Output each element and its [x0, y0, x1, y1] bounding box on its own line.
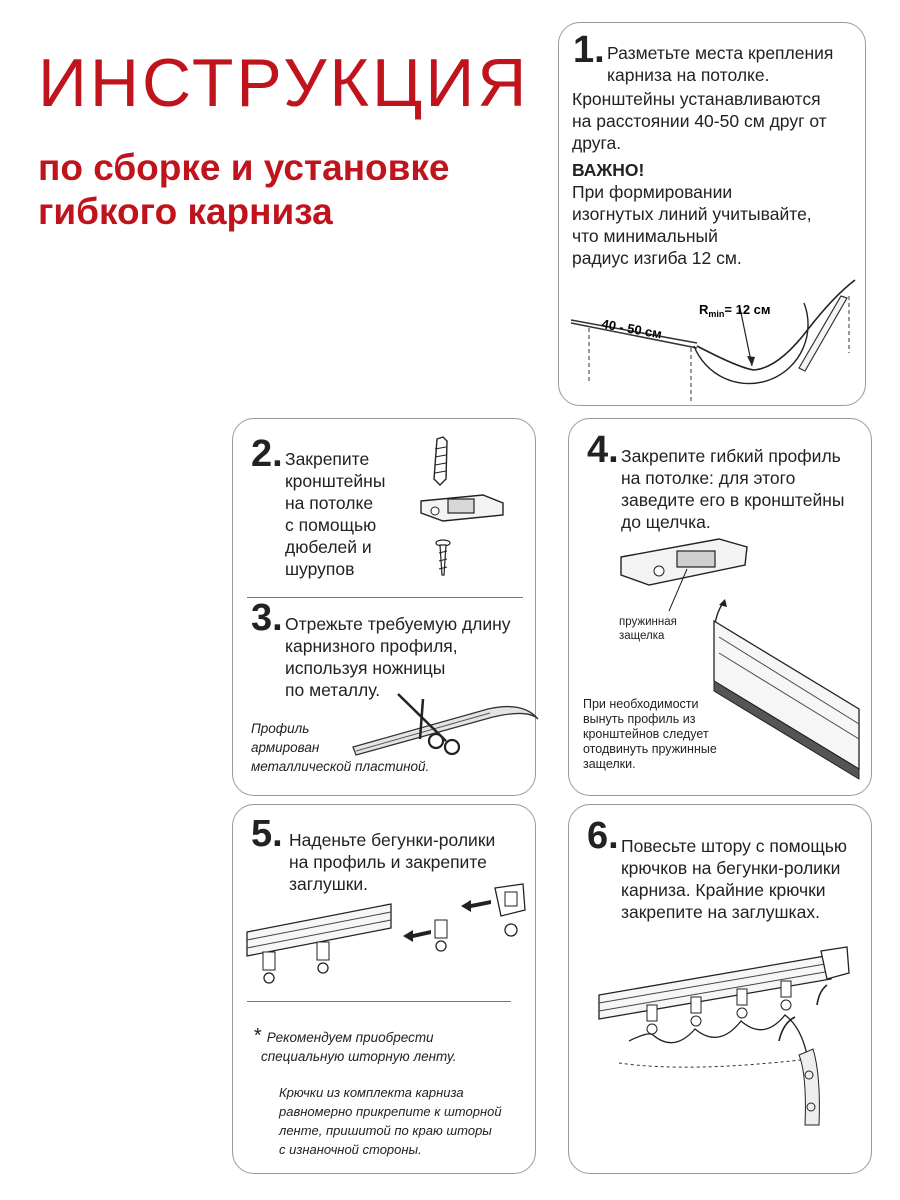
step-4-number: 4.: [587, 429, 619, 471]
subtitle-line-1: по сборке и установке: [38, 147, 450, 188]
step-3-line-2: карнизного профиля,: [285, 636, 458, 656]
step-5-number: 5.: [251, 813, 283, 855]
step-4-line-2: на потолке: для этого: [621, 468, 796, 488]
step-6-line-4: закрепите на заглушках.: [621, 902, 820, 922]
step-3-number: 3.: [251, 597, 283, 639]
step-2-text: [285, 448, 385, 580]
step-1-paragraph: [572, 88, 827, 154]
curtain-tape-recommendation: [253, 1027, 457, 1066]
step-3-text: [285, 613, 511, 701]
step-3-note-line-3: металлической пластиной.: [251, 759, 430, 774]
step-1-paragraph-line-1: Кронштейны устанавливаются: [572, 89, 821, 109]
radius-label: $R_{min}= 12$ см: [699, 302, 771, 319]
step-4-note-line-2: вынуть профиль из: [583, 712, 696, 726]
runner-hook-icon: [317, 942, 329, 973]
dimension-label: 40 - 50 см: [600, 316, 664, 342]
step-1-panel: [558, 22, 866, 406]
runner-hook-icon: [737, 989, 747, 1018]
page-subtitle: [38, 146, 450, 234]
step-4-line-3: заведите его в кронштейны: [621, 490, 845, 510]
step-4-note-line-4: отодвинуть пружинные: [583, 742, 717, 756]
step-4-line-4: до щелчка.: [621, 512, 711, 532]
step-1-heading: [607, 42, 833, 86]
step-2-line-5: дюбелей и: [285, 537, 372, 557]
step-6-text: [621, 835, 847, 923]
runner-hook-icon: [781, 981, 791, 1010]
latch-line-1: пружинная: [619, 616, 677, 628]
page-title: ИНСТРУКЦИЯ: [38, 45, 530, 121]
spring-latch-label: [619, 615, 677, 643]
step-1-paragraph-line-2: на расстоянии 40-50 см друг от: [572, 111, 827, 131]
hooks-line-3: ленте, пришитой по краю шторы: [279, 1123, 492, 1138]
step-6-panel: [568, 804, 872, 1174]
step-1-number: 1.: [573, 29, 605, 71]
step-2-line-1: Закрепите: [285, 449, 370, 469]
step-2-line-2: кронштейны: [285, 471, 386, 491]
step-2-line-4: с помощью: [285, 515, 377, 535]
step-4-note-line-1: При необходимости: [583, 697, 699, 711]
step-5-line-3: заглушки.: [289, 874, 369, 894]
bracket-dowel-screw-illustration: [413, 429, 523, 579]
step-1-heading-line-1: Разметьте места крепления: [607, 43, 834, 63]
step-3-line-1: Отрежьте требуемую длину: [285, 614, 511, 634]
recommendation-line-2: специальную шторную ленту.: [261, 1049, 457, 1064]
runners-endcap-illustration: [233, 880, 533, 1000]
step-1-note-line-2: изогнутых линий учитывайте,: [572, 204, 812, 224]
step-4-note-line-3: кронштейнов следует: [583, 727, 709, 741]
step-1-note-line-3: что минимальный: [572, 226, 718, 246]
step-4-note: [583, 697, 717, 772]
endcap-icon: [495, 884, 525, 936]
step-1-heading-line-2: карниза на потолке.: [607, 65, 770, 85]
step-5-line-2: на профиль и закрепите: [289, 852, 487, 872]
hooks-line-1: Крючки из комплекта карниза: [279, 1085, 464, 1100]
step-3-note-line-1: Профиль: [251, 721, 310, 736]
runner-hook-icon: [691, 997, 701, 1026]
step-4-note-line-5: защелки.: [583, 757, 636, 771]
runner-hook-icon: [435, 920, 447, 951]
step-4-panel: [568, 418, 872, 796]
step-6-line-3: карниза. Крайние крючки: [621, 880, 826, 900]
step-1-note-line-1: При формировании: [572, 182, 733, 202]
asterisk-mark: *: [253, 1025, 261, 1047]
step-5-divider: [247, 1001, 511, 1002]
latch-line-2: защелка: [619, 630, 665, 642]
step-4-line-1: Закрепите гибкий профиль: [621, 446, 841, 466]
hooks-instruction: [279, 1083, 502, 1159]
scissors-cutting-illustration: [348, 689, 548, 769]
step-1-paragraph-line-3: друга.: [572, 133, 622, 153]
subtitle-line-2: гибкого карниза: [38, 191, 333, 232]
step-3-line-3: используя ножницы: [285, 658, 446, 678]
step-6-line-2: крючков на бегунки-ролики: [621, 858, 841, 878]
step-2-line-3: на потолке: [285, 493, 374, 513]
step-2-line-6: шурупов: [285, 559, 355, 579]
step-5-panel: [232, 804, 536, 1174]
runner-hook-icon: [263, 952, 275, 983]
step-6-number: 6.: [587, 815, 619, 857]
runner-hook-icon: [647, 1005, 657, 1034]
hooks-line-4: с изнаночной стороны.: [279, 1142, 422, 1157]
step-3-note-line-2: армирован: [251, 740, 320, 755]
step-1-note-line-4: радиус изгиба 12 см.: [572, 248, 742, 268]
step-1-note: [572, 159, 812, 269]
hooks-line-2: равномерно прикрепите к шторной: [279, 1104, 502, 1119]
bend-radius-diagram: [559, 268, 859, 398]
step-6-line-1: Повесьте штору с помощью: [621, 836, 848, 856]
important-label: ВАЖНО!: [572, 160, 645, 180]
recommendation-line-1: Рекомендуем приобрести: [266, 1030, 434, 1045]
step-2-3-panel: [232, 418, 536, 796]
step-2-number: 2.: [251, 433, 283, 475]
step-5-line-1: Наденьте бегунки-ролики: [289, 830, 496, 850]
step-4-text: [621, 445, 844, 533]
step-divider: [247, 597, 523, 598]
curtain-hanging-illustration: [569, 945, 869, 1145]
step-3-line-4: по металлу.: [285, 680, 381, 700]
